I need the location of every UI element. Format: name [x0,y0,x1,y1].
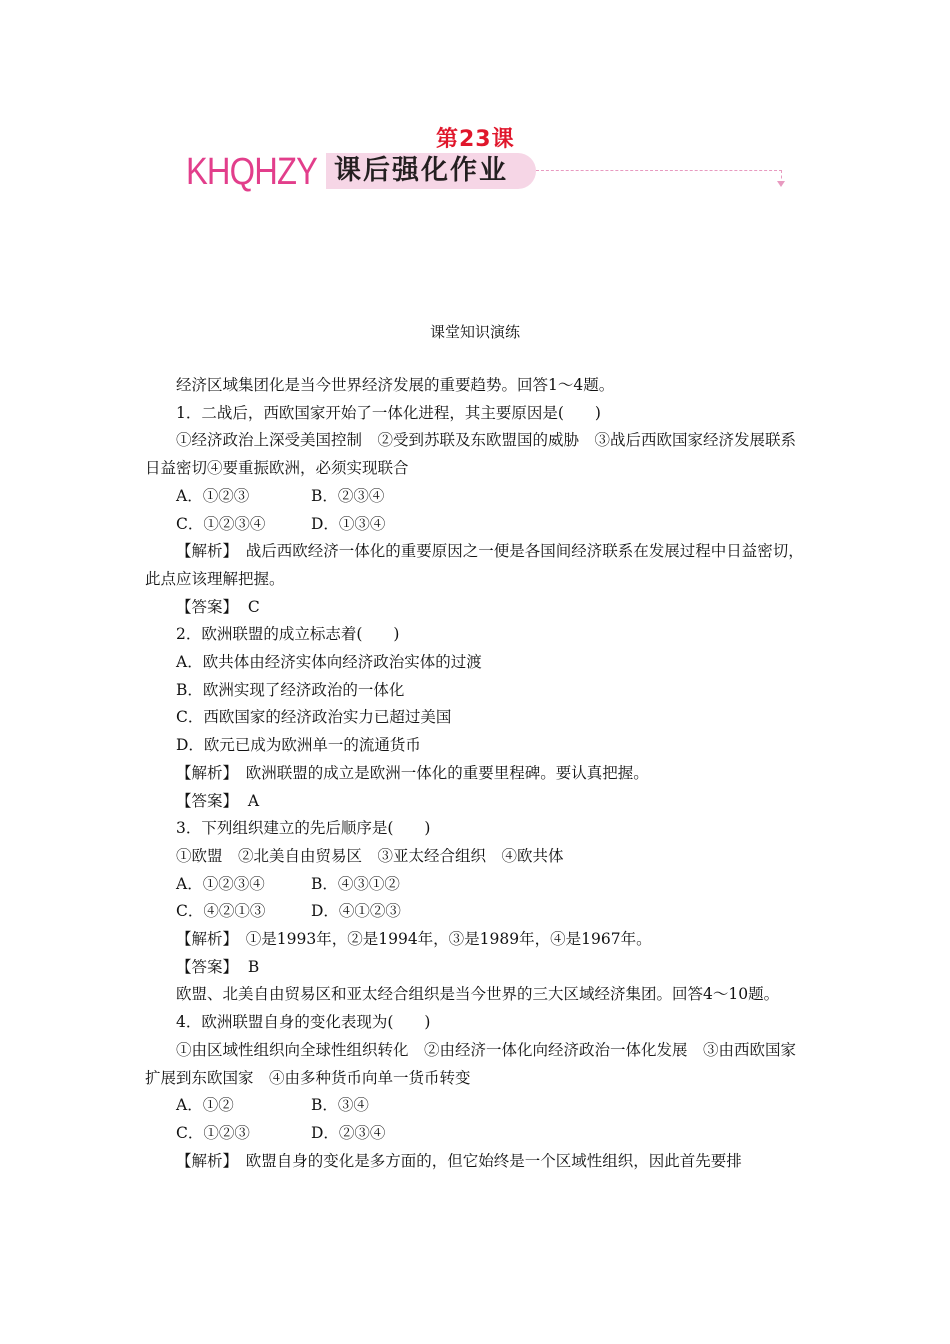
intro-paragraph: 经济区域集团化是当今世界经济发展的重要趋势。回答1～4题。 [176,376,615,394]
question-1-answer [145,594,807,622]
question-3-stem: 3．下列组织建立的先后顺序是( ) [176,819,431,838]
analysis-label: 【解析】 [176,1151,231,1170]
answer-value: B [247,957,260,976]
option-d: D．①③④ [311,514,386,533]
option-b: B．③④ [311,1096,369,1115]
banner-dotted-line [536,170,782,171]
analysis-label: 【解析】 [176,542,231,561]
analysis-text: ①是1993年，②是1994年，③是1989年，④是1967年。 [245,930,652,949]
intro-paragraph-2: 欧盟、北美自由贸易区和亚太经合组织是当今世界的三大区域经济集团。回答4～10题。 [176,985,780,1004]
question-2-option-b: B．欧洲实现了经济政治的一体化 [176,680,405,699]
question-4-options-row-2 [145,1120,807,1148]
option-a: A．①②③④ [176,874,265,893]
answer-label: 【答案】 [176,597,239,616]
answer-value: C [247,597,260,616]
answer-label: 【答案】 [176,957,239,976]
analysis-text: 战后西欧经济一体化的重要原因之一便是各国间经济联系在发展过程中日益密切，此点应该理解把握。 [145,542,804,588]
question-3-options-row-2 [145,898,807,926]
analysis-label: 【解析】 [176,930,231,949]
question-1-options-row-2 [145,511,807,539]
option-b: B．②③④ [311,486,385,505]
analysis-text: 欧洲联盟的成立是欧洲一体化的重要里程碑。要认真把握。 [245,763,649,782]
question-2-option-d: D．欧元已成为欧洲单一的流通货币 [176,736,421,755]
question-1-statements: ①经济政治上深受美国控制 ②受到苏联及东欧盟国的威胁 ③战后西欧国家经济发展联系日益密切④要重振欧洲，必须实现联合 [145,431,797,478]
question-2-stem: 2．欧洲联盟的成立标志着( ) [176,625,400,644]
analysis-label: 【解析】 [176,763,231,782]
question-1-options-row-1 [145,483,807,511]
question-2-answer [145,788,807,816]
question-3-analysis [145,926,807,954]
question-4-stem: 4．欧洲联盟自身的变化表现为( ) [176,1013,431,1032]
lesson-title: 第23课 [436,127,515,152]
homework-banner [186,150,786,198]
option-b: B．④③①② [311,874,400,893]
option-c: C．④②①③ [176,902,266,921]
banner-title: 课后强化作业 [334,155,508,186]
question-3-answer [145,954,807,982]
question-4-statements: ①由区域性组织向全球性组织转化 ②由经济一体化向经济政治一体化发展 ③由西欧国家扩展到东欧国家 ④由多种货币向单一货币转变 [145,1040,797,1087]
question-4-options-row-1 [145,1092,807,1120]
question-4-analysis [145,1148,807,1176]
option-c: C．①②③ [176,1123,250,1142]
question-2-analysis [145,760,807,788]
khqhzy-logo: KHQHZY [186,151,318,193]
question-3-statements: ①欧盟 ②北美自由贸易区 ③亚太经合组织 ④欧共体 [176,846,564,865]
exercise-content [145,372,807,1175]
option-d: D．④①②③ [311,902,401,921]
option-a: A．①② [176,1096,234,1115]
option-a: A．①②③ [176,486,250,505]
section-title: 课堂知识演练 [429,323,520,341]
question-2-option-a: A．欧共体由经济实体向经济政治实体的过渡 [176,653,482,672]
answer-value: A [247,791,260,810]
question-1-stem: 1．二战后，西欧国家开始了一体化进程，其主要原因是( ) [176,403,601,422]
question-3-options-row-1 [145,871,807,899]
question-2-option-c: C．西欧国家的经济政治实力已超过美国 [176,708,452,727]
arrow-down-icon [777,181,785,187]
question-1-analysis [145,538,807,593]
option-c: C．①②③④ [176,514,266,533]
option-d: D．②③④ [311,1123,386,1142]
analysis-text: 欧盟自身的变化是多方面的，但它始终是一个区域性组织，因此首先要排 [245,1151,742,1170]
answer-label: 【答案】 [176,791,239,810]
